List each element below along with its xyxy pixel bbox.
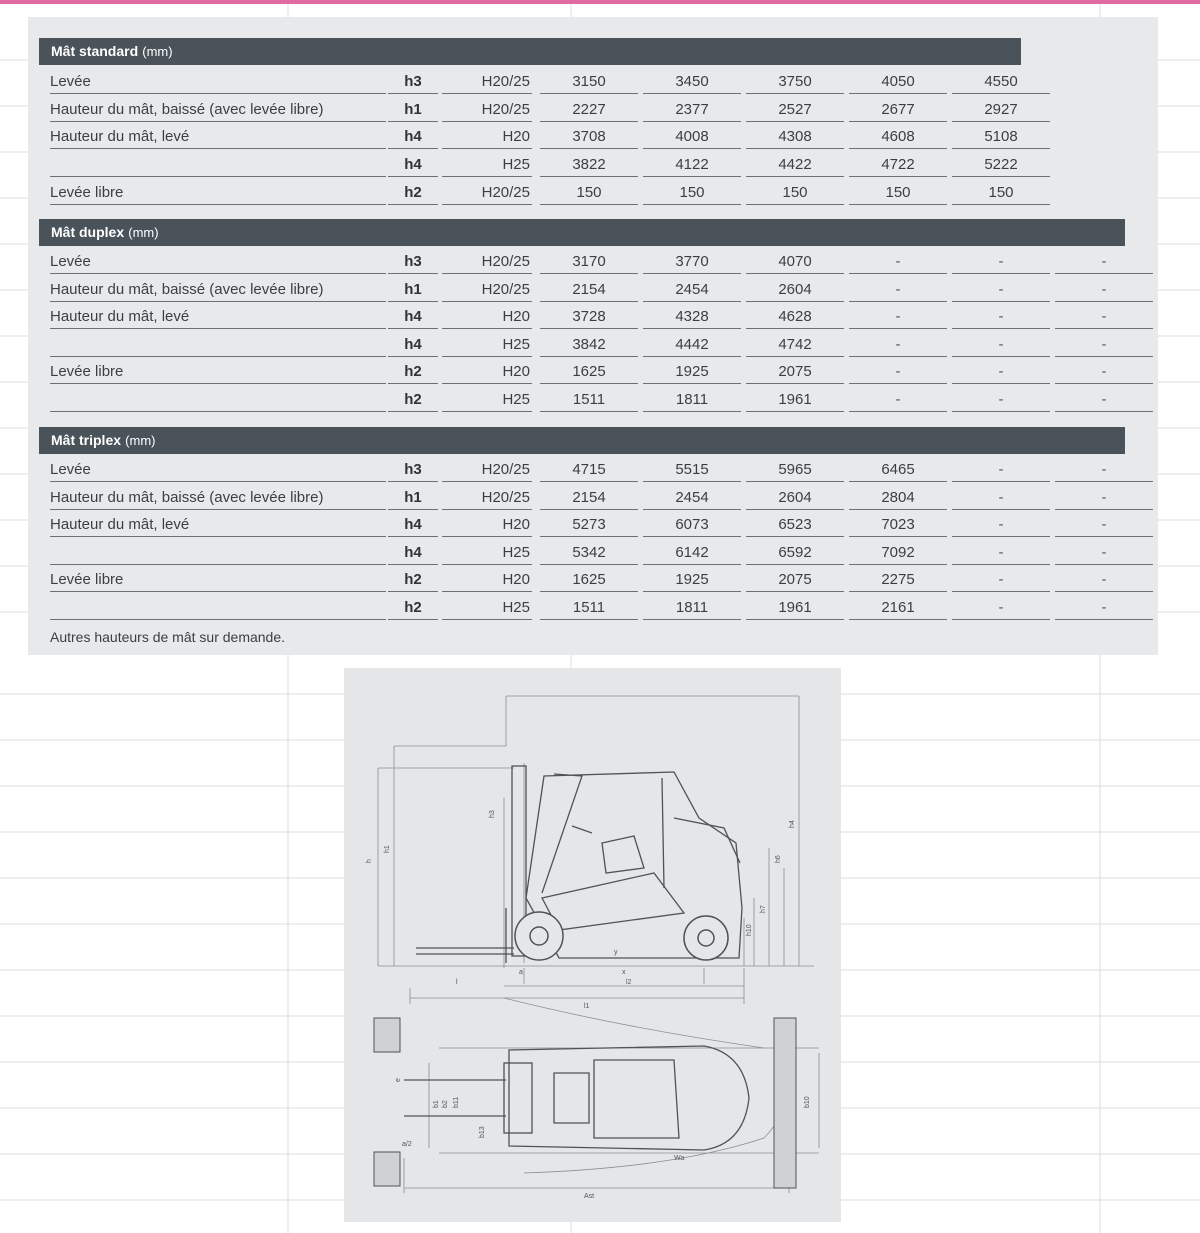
- row-symbol: h2: [388, 360, 438, 384]
- row-value: -: [1055, 333, 1153, 357]
- row-value: 150: [952, 181, 1050, 205]
- row-value: -: [849, 388, 947, 412]
- row-variant: H20: [442, 360, 532, 384]
- steering-wheel: [572, 826, 592, 833]
- row-value: 3750: [746, 70, 844, 94]
- row-value: -: [952, 513, 1050, 537]
- row-value: 2075: [746, 568, 844, 592]
- row-label: Hauteur du mât, levé: [50, 125, 386, 149]
- row-variant: H20/25: [442, 250, 532, 274]
- row-value: -: [1055, 568, 1153, 592]
- row-label: Hauteur du mât, baissé (avec levée libre): [50, 98, 386, 122]
- row-label: [50, 153, 386, 177]
- section-unit: (mm): [125, 433, 156, 448]
- row-value: -: [952, 568, 1050, 592]
- row-value: 2527: [746, 98, 844, 122]
- row-value: 2604: [746, 278, 844, 302]
- row-value: 150: [643, 181, 741, 205]
- row-symbol: h4: [388, 513, 438, 537]
- row-value: 4122: [643, 153, 741, 177]
- row-value: -: [1055, 278, 1153, 302]
- section-title: Mât triplex: [51, 432, 122, 448]
- row-value: 5342: [540, 541, 638, 565]
- row-value: 2677: [849, 98, 947, 122]
- row-value: -: [849, 360, 947, 384]
- row-value: 3728: [540, 305, 638, 329]
- row-value: -: [849, 333, 947, 357]
- cabin-top: [594, 1060, 679, 1138]
- section-unit: (mm): [128, 225, 159, 240]
- row-variant: H20/25: [442, 181, 532, 205]
- row-value: 3450: [643, 70, 741, 94]
- row-value: -: [1055, 486, 1153, 510]
- row-symbol: h4: [388, 333, 438, 357]
- row-variant: H20/25: [442, 98, 532, 122]
- row-symbol: h3: [388, 458, 438, 482]
- row-symbol: h2: [388, 568, 438, 592]
- section-header-duplex: [39, 219, 1125, 246]
- section-title: Mât duplex: [51, 224, 125, 240]
- row-value: -: [952, 486, 1050, 510]
- section-header-standard: [39, 38, 1021, 65]
- row-label: Levée libre: [50, 360, 386, 384]
- row-value: -: [952, 388, 1050, 412]
- row-label: Levée: [50, 70, 386, 94]
- row-value: -: [1055, 388, 1153, 412]
- row-value: 1511: [540, 388, 638, 412]
- row-symbol: h2: [388, 596, 438, 620]
- row-value: 1925: [643, 568, 741, 592]
- row-label: [50, 388, 386, 412]
- row-symbol: h3: [388, 70, 438, 94]
- row-value: 6073: [643, 513, 741, 537]
- row-label: Levée: [50, 458, 386, 482]
- footnote: Autres hauteurs de mât sur demande.: [50, 629, 286, 645]
- dim-label: l: [456, 979, 458, 986]
- section-title: Mât standard: [51, 43, 139, 59]
- row-value: -: [849, 278, 947, 302]
- truck-outline-top: [509, 1046, 749, 1150]
- row-value: 150: [540, 181, 638, 205]
- row-variant: H20: [442, 305, 532, 329]
- row-label: Hauteur du mât, levé: [50, 513, 386, 537]
- row-value: 1511: [540, 596, 638, 620]
- row-value: 4608: [849, 125, 947, 149]
- row-value: 3770: [643, 250, 741, 274]
- roof: [542, 774, 582, 893]
- dim-label: l1: [584, 1003, 590, 1010]
- rear-wheel-hub: [698, 930, 714, 946]
- dim-label: b10: [804, 1096, 811, 1108]
- row-value: -: [1055, 305, 1153, 329]
- row-value: 3170: [540, 250, 638, 274]
- row-label: [50, 596, 386, 620]
- dim-label: h4: [789, 820, 796, 828]
- dim-label: e: [395, 1078, 402, 1082]
- dim-label: h10: [746, 924, 753, 936]
- row-label: Hauteur du mât, baissé (avec levée libre): [50, 486, 386, 510]
- row-value: 150: [746, 181, 844, 205]
- row-value: -: [952, 333, 1050, 357]
- wall-hatch: [374, 1018, 400, 1052]
- dim-label: b13: [479, 1126, 486, 1138]
- front-wheel-hub: [530, 927, 548, 945]
- row-value: 150: [849, 181, 947, 205]
- dim-label: a: [519, 969, 523, 976]
- dim-label: h6: [775, 855, 782, 863]
- row-value: -: [1055, 541, 1153, 565]
- turning-arc: [504, 998, 764, 1048]
- wall-hatch: [774, 1018, 796, 1188]
- row-value: 5965: [746, 458, 844, 482]
- row-value: -: [952, 541, 1050, 565]
- row-value: -: [1055, 513, 1153, 537]
- row-value: 6465: [849, 458, 947, 482]
- seat: [602, 836, 644, 873]
- dim-label: x: [622, 969, 626, 976]
- row-value: 4328: [643, 305, 741, 329]
- row-symbol: h2: [388, 388, 438, 412]
- row-value: 2454: [643, 486, 741, 510]
- row-label: Hauteur du mât, levé: [50, 305, 386, 329]
- row-variant: H20: [442, 513, 532, 537]
- row-value: 4742: [746, 333, 844, 357]
- row-value: 1625: [540, 360, 638, 384]
- dim-label: a/2: [402, 1141, 412, 1148]
- row-value: 3842: [540, 333, 638, 357]
- row-value: 7092: [849, 541, 947, 565]
- row-value: -: [952, 596, 1050, 620]
- row-value: 6592: [746, 541, 844, 565]
- dim-label: l2: [626, 979, 632, 986]
- row-value: 3822: [540, 153, 638, 177]
- row-variant: H20/25: [442, 278, 532, 302]
- row-value: 7023: [849, 513, 947, 537]
- row-variant: H25: [442, 153, 532, 177]
- row-value: 1925: [643, 360, 741, 384]
- row-symbol: h1: [388, 278, 438, 302]
- row-label: Levée libre: [50, 181, 386, 205]
- row-value: 4442: [643, 333, 741, 357]
- dim-label: Wa: [674, 1155, 685, 1162]
- row-value: -: [849, 305, 947, 329]
- row-value: -: [952, 278, 1050, 302]
- row-variant: H25: [442, 596, 532, 620]
- top-accent-bar: [0, 0, 1200, 4]
- row-label: [50, 541, 386, 565]
- row-value: 5222: [952, 153, 1050, 177]
- row-value: -: [1055, 360, 1153, 384]
- row-value: 3150: [540, 70, 638, 94]
- row-label: Levée libre: [50, 568, 386, 592]
- row-variant: H25: [442, 541, 532, 565]
- row-value: 2075: [746, 360, 844, 384]
- row-value: 1811: [643, 388, 741, 412]
- row-value: 4628: [746, 305, 844, 329]
- row-value: -: [952, 360, 1050, 384]
- row-value: 5273: [540, 513, 638, 537]
- row-value: 2927: [952, 98, 1050, 122]
- row-value: -: [1055, 458, 1153, 482]
- dim-label: b2: [442, 1100, 449, 1108]
- row-value: 5515: [643, 458, 741, 482]
- row-symbol: h1: [388, 486, 438, 510]
- dim-label: h3: [489, 810, 496, 818]
- row-value: 4008: [643, 125, 741, 149]
- row-variant: H20/25: [442, 486, 532, 510]
- pillar: [662, 778, 664, 888]
- section-unit: (mm): [142, 44, 173, 59]
- mast-top: [504, 1063, 532, 1133]
- dim-label: h1: [384, 845, 391, 853]
- body: [542, 873, 684, 930]
- row-variant: H20/25: [442, 458, 532, 482]
- row-value: -: [952, 305, 1050, 329]
- dim-label: b11: [453, 1096, 460, 1108]
- row-value: 2154: [540, 486, 638, 510]
- row-symbol: h4: [388, 153, 438, 177]
- row-value: 4722: [849, 153, 947, 177]
- row-value: 1811: [643, 596, 741, 620]
- row-value: 4050: [849, 70, 947, 94]
- row-value: 4550: [952, 70, 1050, 94]
- row-value: 2377: [643, 98, 741, 122]
- row-value: 4715: [540, 458, 638, 482]
- row-value: 2275: [849, 568, 947, 592]
- row-variant: H20: [442, 568, 532, 592]
- counterweight: [674, 818, 740, 863]
- dim-label: b1: [433, 1100, 440, 1108]
- row-value: 5108: [952, 125, 1050, 149]
- row-value: 4422: [746, 153, 844, 177]
- row-value: 2454: [643, 278, 741, 302]
- forklift-diagram-svg: [344, 668, 841, 1222]
- dim-label: h7: [760, 905, 767, 913]
- row-value: -: [1055, 596, 1153, 620]
- row-value: 6523: [746, 513, 844, 537]
- mast-spec-sheet: [28, 17, 1158, 655]
- section-header-triplex: [39, 427, 1125, 454]
- dim-label: Ast: [584, 1193, 595, 1200]
- row-value: 2154: [540, 278, 638, 302]
- row-label: Levée: [50, 250, 386, 274]
- row-symbol: h4: [388, 125, 438, 149]
- row-label: Hauteur du mât, baissé (avec levée libre): [50, 278, 386, 302]
- row-symbol: h4: [388, 305, 438, 329]
- row-value: 2161: [849, 596, 947, 620]
- row-symbol: h2: [388, 181, 438, 205]
- row-value: -: [952, 458, 1050, 482]
- row-value: 2604: [746, 486, 844, 510]
- row-variant: H20: [442, 125, 532, 149]
- row-value: 4308: [746, 125, 844, 149]
- dim-label: h: [366, 859, 373, 863]
- row-value: 3708: [540, 125, 638, 149]
- row-symbol: h3: [388, 250, 438, 274]
- row-value: 1961: [746, 596, 844, 620]
- row-value: -: [952, 250, 1050, 274]
- row-value: 1625: [540, 568, 638, 592]
- seat-top: [554, 1073, 589, 1123]
- dim-label: y: [614, 949, 618, 956]
- row-value: 1961: [746, 388, 844, 412]
- row-variant: H25: [442, 388, 532, 412]
- row-value: -: [1055, 250, 1153, 274]
- row-symbol: h1: [388, 98, 438, 122]
- forklift-dimension-drawing: [344, 668, 841, 1222]
- row-value: 6142: [643, 541, 741, 565]
- row-value: 2804: [849, 486, 947, 510]
- row-symbol: h4: [388, 541, 438, 565]
- row-value: 4070: [746, 250, 844, 274]
- row-variant: H20/25: [442, 70, 532, 94]
- turning-arc: [524, 1068, 787, 1173]
- row-value: 2227: [540, 98, 638, 122]
- row-label: [50, 333, 386, 357]
- row-value: -: [849, 250, 947, 274]
- row-variant: H25: [442, 333, 532, 357]
- wall-hatch: [374, 1152, 400, 1186]
